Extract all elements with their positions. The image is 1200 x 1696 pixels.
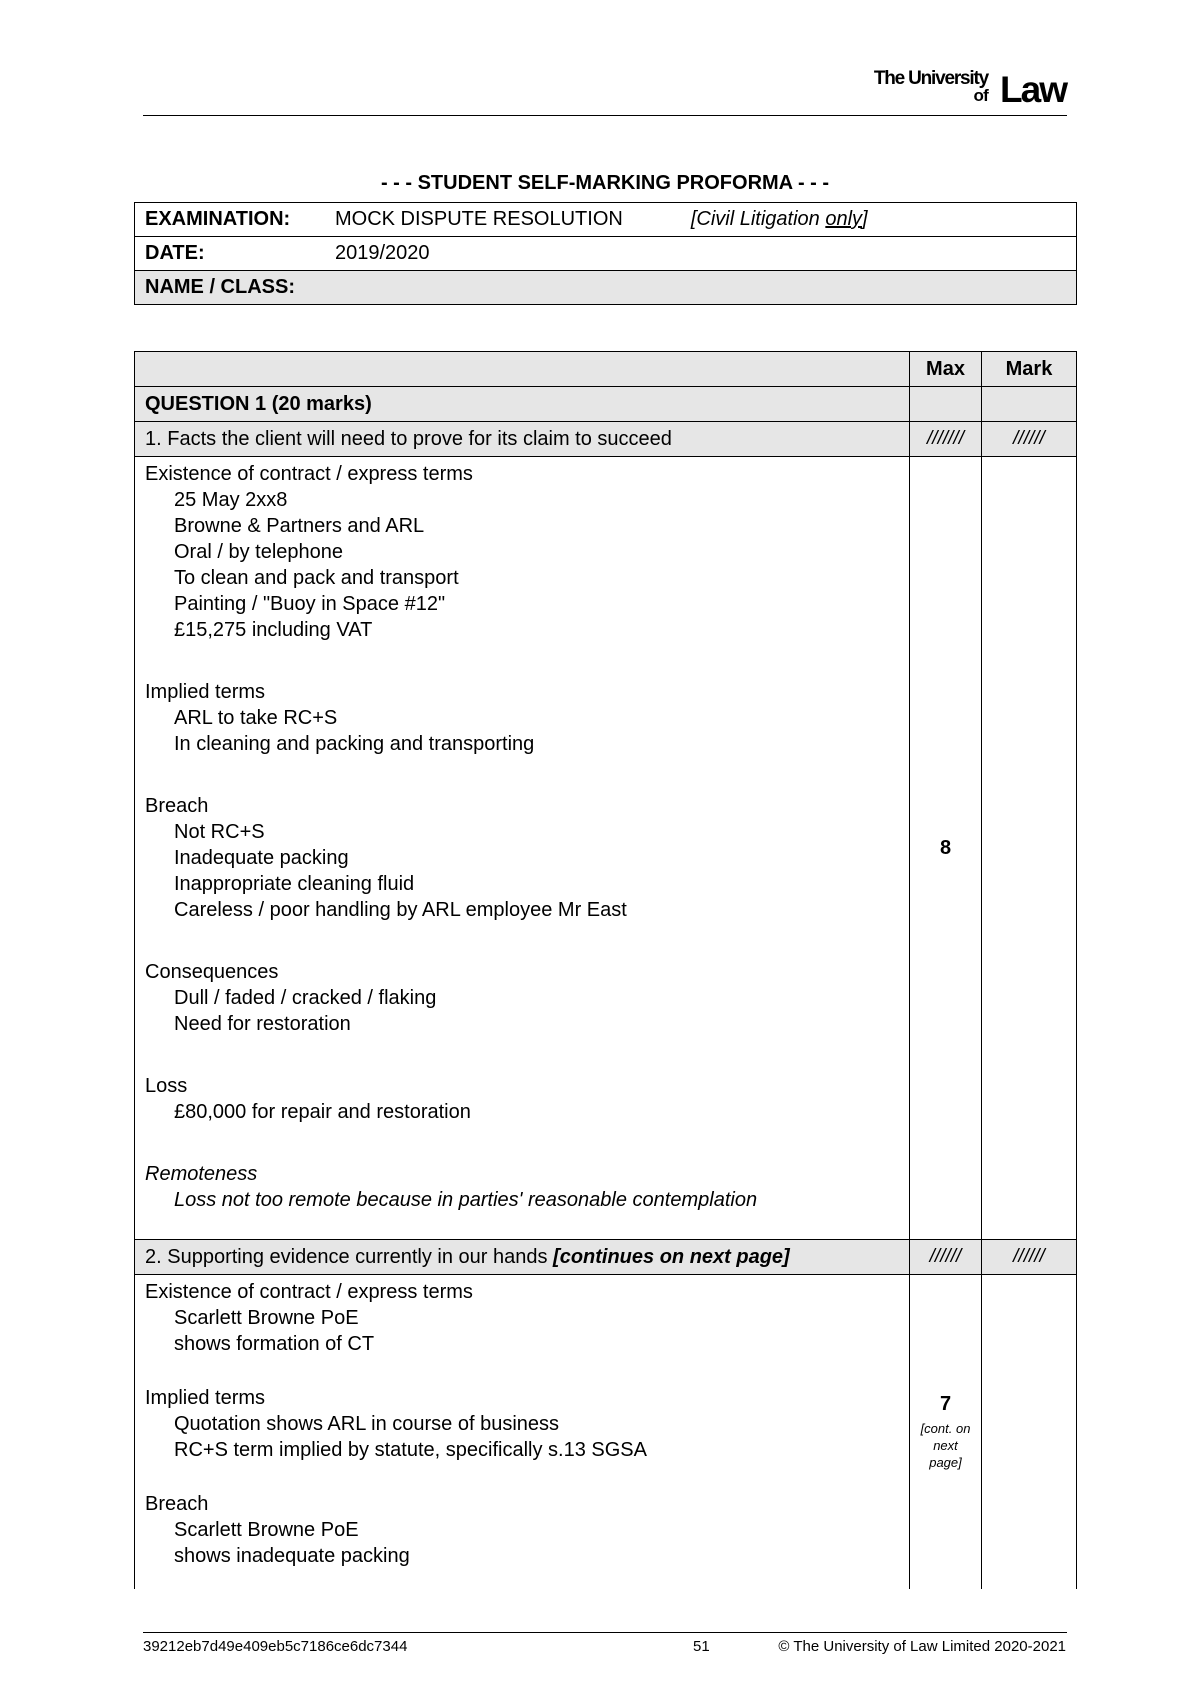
name-row	[135, 271, 1077, 305]
s1-group-implied	[145, 679, 899, 757]
s1-item: £80,000 for repair and restoration	[174, 1101, 471, 1123]
s1-group-consequences	[145, 959, 899, 1037]
section-1-mark-slashes: //////	[982, 422, 1077, 457]
s2-group-heading: Breach	[145, 1493, 209, 1515]
section-2-mark-input[interactable]	[982, 1275, 1077, 1590]
s2-item: shows inadequate packing	[174, 1545, 410, 1567]
exam-row	[135, 203, 1077, 237]
s1-group-heading: Existence of contract / express terms	[145, 463, 473, 485]
s2-group-contract	[145, 1279, 899, 1357]
exam-tag-prefix: [Civil Litigation	[690, 208, 826, 230]
s2-item: shows formation of CT	[174, 1333, 375, 1355]
s2-group-heading: Existence of contract / express terms	[145, 1281, 473, 1303]
s1-item: Browne & Partners and ARL	[174, 515, 425, 537]
section-2-mark-slashes: //////	[982, 1240, 1077, 1275]
section-2-max: 7	[939, 1393, 952, 1415]
question-max	[910, 387, 982, 422]
section-1-title: 1. Facts the client will need to prove for its claim to succeed	[135, 422, 910, 457]
s1-item: Oral / by telephone	[174, 541, 343, 563]
s2-group-breach	[145, 1491, 899, 1569]
question-title: QUESTION 1 (20 marks)	[135, 387, 910, 422]
s2-item: Scarlett Browne PoE	[174, 1519, 359, 1541]
s1-item: £15,275 including VAT	[174, 619, 373, 641]
s1-group-loss	[145, 1073, 899, 1125]
section-1-mark-input[interactable]	[982, 457, 1077, 1240]
footer-page-number: 51	[693, 1638, 710, 1655]
exam-tag-suffix: ]	[862, 208, 868, 230]
question-mark	[982, 387, 1077, 422]
section-1-max-slashes: ///////	[910, 422, 982, 457]
s2-group-heading: Implied terms	[145, 1387, 266, 1409]
exam-tag	[691, 208, 868, 230]
s1-item: Inappropriate cleaning fluid	[174, 873, 415, 895]
footer-divider	[143, 1632, 1067, 1633]
header-divider	[143, 115, 1067, 116]
s1-item: ARL to take RC+S	[174, 707, 338, 729]
exam-info-table	[134, 202, 1077, 305]
university-logo	[846, 68, 1066, 108]
s1-group-heading: Breach	[145, 795, 209, 817]
s1-item: 25 May 2xx8	[174, 489, 288, 511]
date-label: DATE:	[135, 237, 326, 271]
max-header: Max	[910, 352, 982, 387]
s1-item: Dull / faded / cracked / flaking	[174, 987, 437, 1009]
footer-document-id: 39212eb7d49e409eb5c7186ce6dc7344	[143, 1638, 408, 1655]
section-2-title-prefix: 2. Supporting evidence currently in our hands	[145, 1245, 554, 1268]
mark-header: Mark	[982, 352, 1077, 387]
section-2-max-note: [cont. on next page]	[920, 1421, 971, 1470]
section-2-content	[135, 1275, 910, 1590]
s1-item: In cleaning and packing and transporting	[174, 733, 535, 755]
document-title: - - - STUDENT SELF-MARKING PROFORMA - - -	[380, 172, 830, 194]
s1-item: Careless / poor handling by ARL employee Mr East	[174, 899, 627, 921]
s1-group-contract	[145, 461, 899, 643]
s1-group-breach	[145, 793, 899, 923]
logo-line-3: Law	[1000, 69, 1066, 110]
exam-value: MOCK DISPUTE RESOLUTION	[335, 208, 623, 230]
exam-value-cell	[325, 203, 1077, 237]
section-2-max-cell	[910, 1275, 982, 1590]
footer-copyright: © The University of Law Limited 2020-2021	[778, 1638, 1066, 1655]
section-2-max-slashes: //////	[910, 1240, 982, 1275]
s1-item: Need for restoration	[174, 1013, 351, 1035]
name-label: NAME / CLASS:	[135, 271, 326, 305]
marks-table	[134, 351, 1077, 1589]
section-1-content	[135, 457, 910, 1240]
s1-item: To clean and pack and transport	[174, 567, 459, 589]
s1-item: Not RC+S	[174, 821, 265, 843]
s1-item: Inadequate packing	[174, 847, 349, 869]
exam-tag-underlined: only	[825, 208, 863, 230]
section-2-title-suffix: [continues on next page]	[553, 1245, 790, 1268]
s1-group-heading: Implied terms	[145, 681, 266, 703]
exam-label: EXAMINATION:	[135, 203, 326, 237]
s2-item: Quotation shows ARL in course of business	[174, 1413, 560, 1435]
s1-item: Loss not too remote because in parties' reasonable contemplation	[174, 1189, 758, 1211]
section-2-body	[135, 1275, 1077, 1590]
header-blank	[135, 352, 910, 387]
question-row	[135, 387, 1077, 422]
s2-item: RC+S term implied by statute, specifically s.13 SGSA	[174, 1439, 647, 1461]
s1-group-heading: Consequences	[145, 961, 279, 983]
s1-item: Painting / "Buoy in Space #12"	[174, 593, 446, 615]
date-row	[135, 237, 1077, 271]
date-value: 2019/2020	[325, 237, 1077, 271]
section-2-title	[135, 1240, 910, 1275]
section-2-header	[135, 1240, 1077, 1275]
s1-group-heading: Loss	[145, 1075, 188, 1097]
s2-group-implied	[145, 1385, 899, 1463]
logo-line-1: The University	[873, 68, 988, 89]
s1-group-heading: Remoteness	[145, 1163, 258, 1185]
logo-line-2: of	[973, 86, 988, 105]
section-1-header	[135, 422, 1077, 457]
s2-item: Scarlett Browne PoE	[174, 1307, 359, 1329]
section-1-max: 8	[910, 457, 982, 1240]
section-1-body	[135, 457, 1077, 1240]
s1-group-remoteness	[145, 1161, 899, 1213]
name-value[interactable]	[325, 271, 1077, 305]
marks-header-row	[135, 352, 1077, 387]
